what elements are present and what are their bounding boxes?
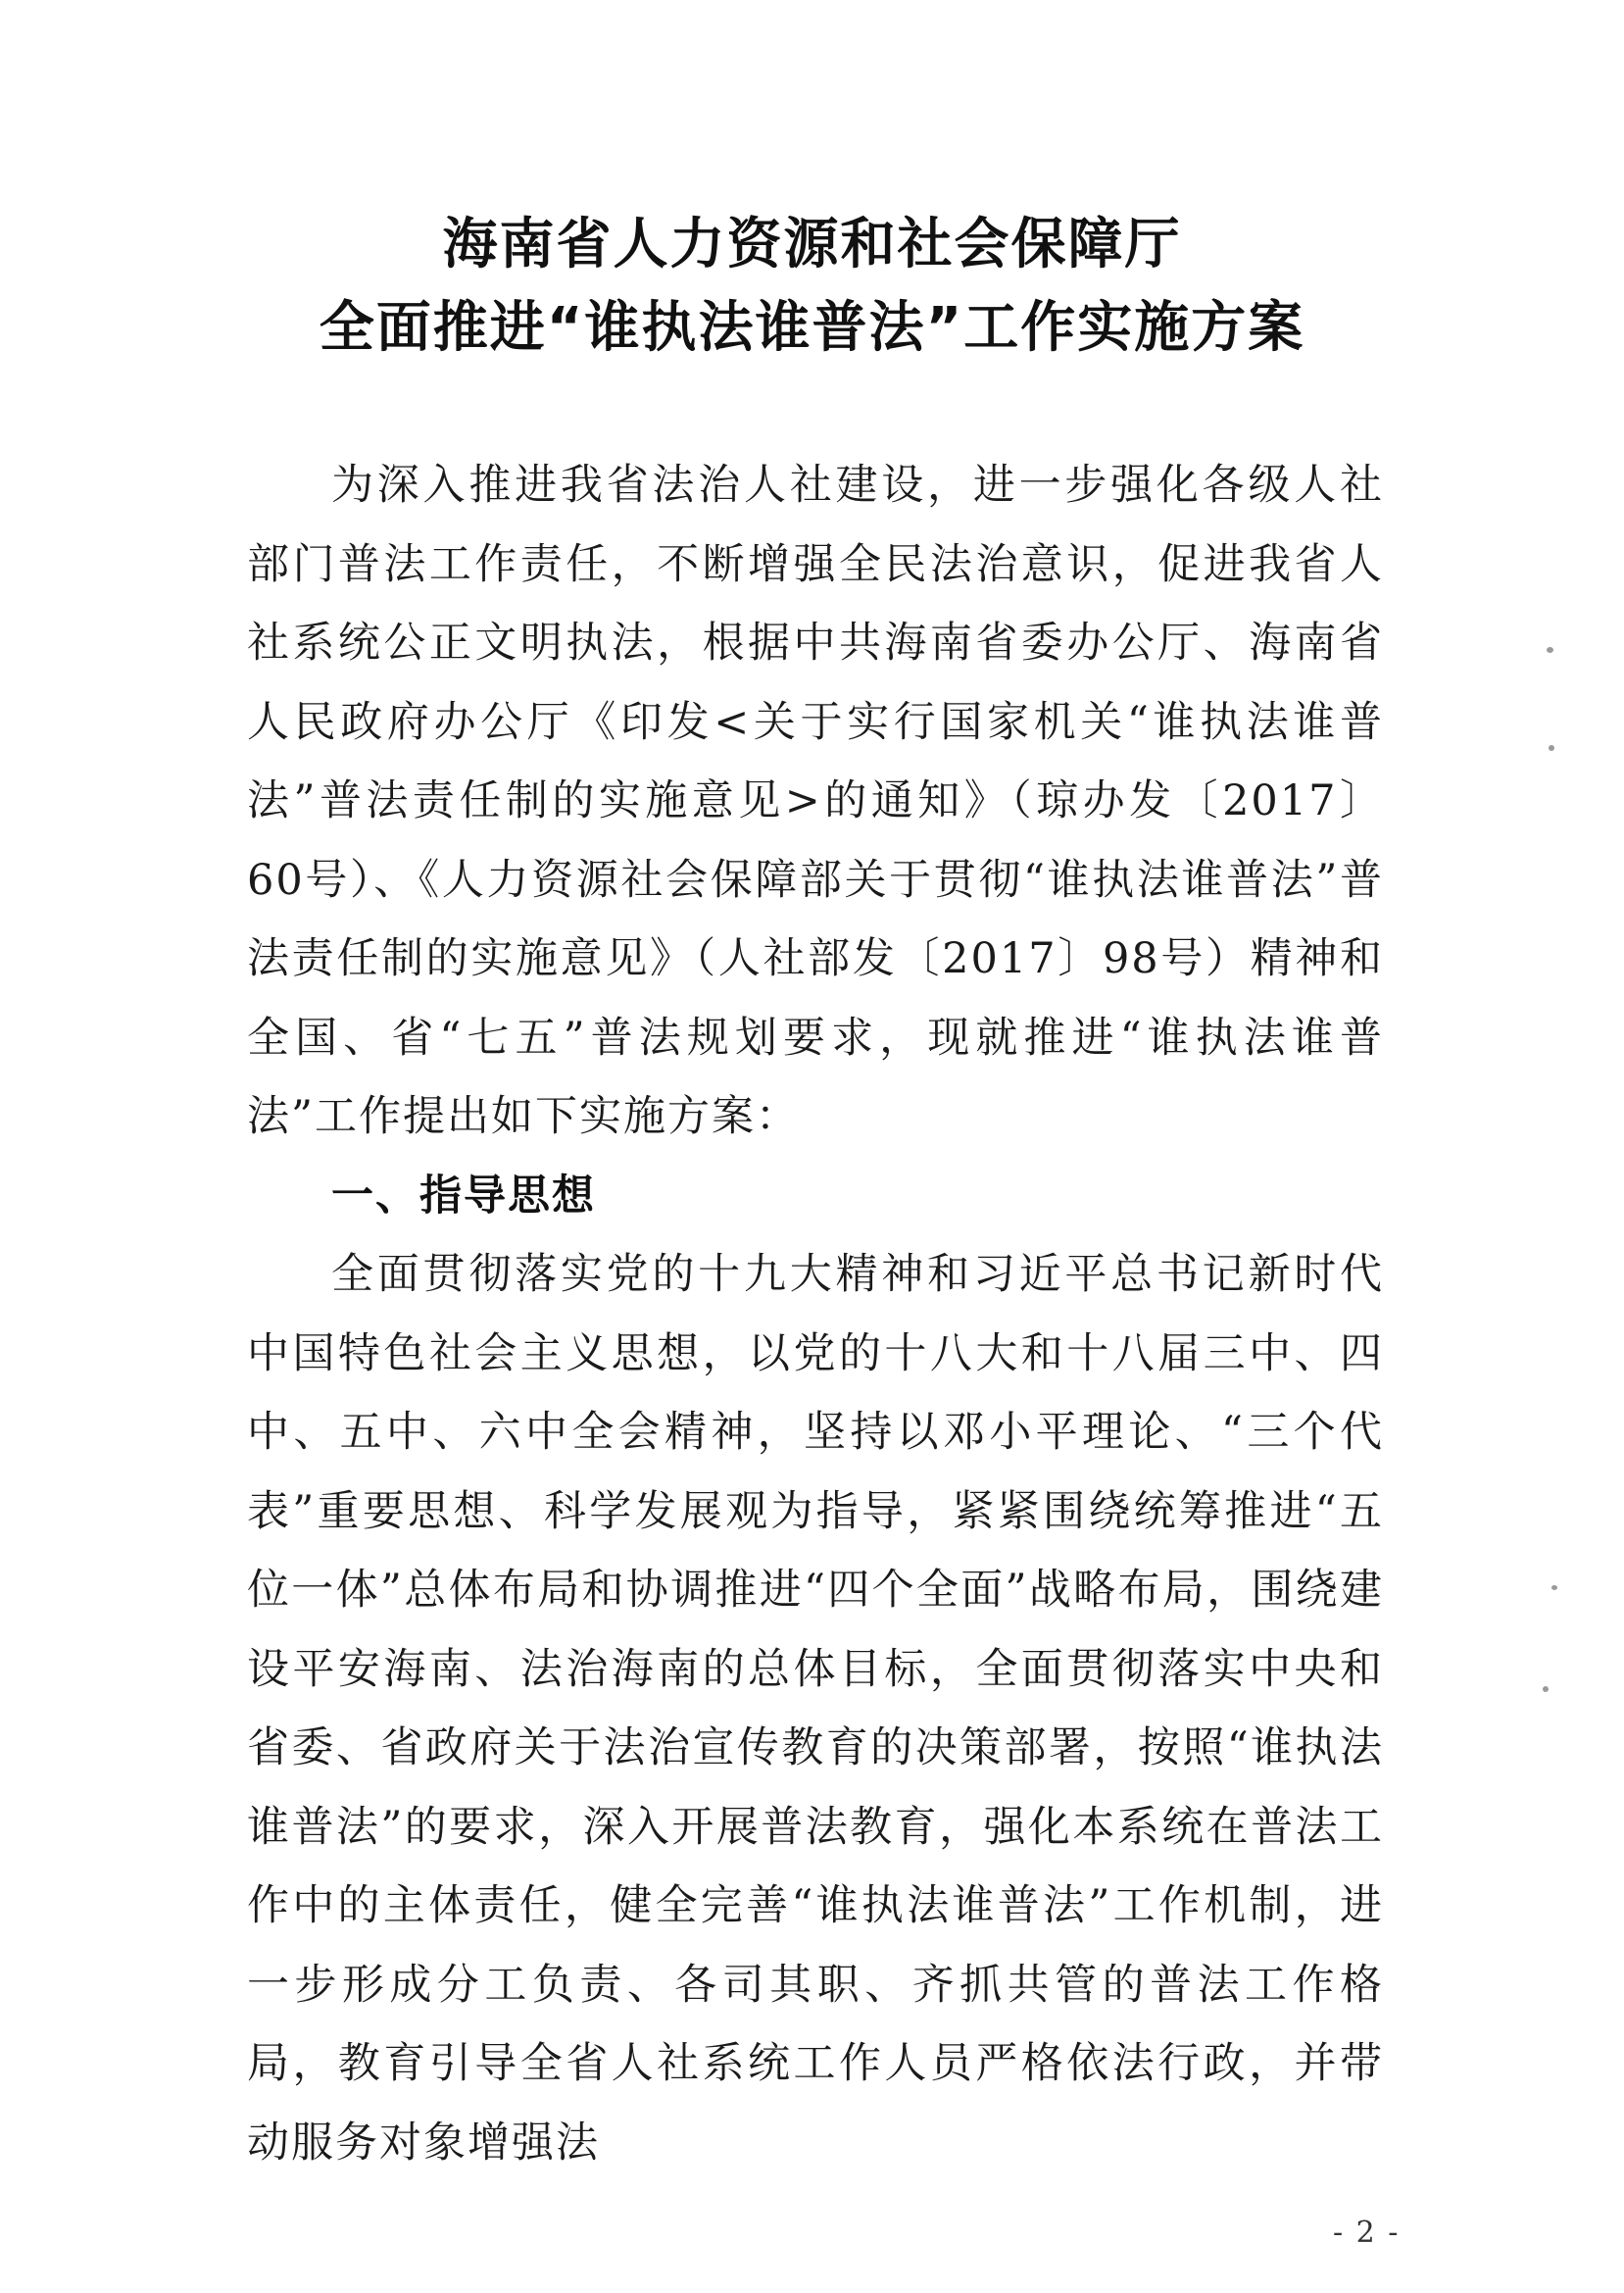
scan-speck: [1549, 745, 1554, 751]
page-number: - 2 -: [1333, 2216, 1401, 2250]
guiding-ideology-paragraph: 全面贯彻落实党的十九大精神和习近平总书记新时代中国特色社会主义思想，以党的十八大和十八届三中、四中、五中、六中全会精神，坚持以邓小平理论、“三个代表”重要思想、科学发展观为指导，紧紧围绕统筹推进“五位一体”总体布局和协调推进“四个全面”战略布局，围绕建设平安海南、法治海南的总体目标，全面贯彻落实中央和省委、省政府关于法治宣传教育的决策部署，按照“谁执法谁普法”的要求，深入开展普法教育，强化本系统在普法工作中的主体责任，健全完善“谁执法谁普法”工作机制，进一步形成分工负责、各司其职、齐抓共管的普法工作格局，教育引导全省人社系统工作人员严格依法行政，并带动服务对象增强法: [247, 1250, 1384, 2168]
scan-speck: [1551, 1585, 1557, 1590]
intro-paragraph: 为深入推进我省法治人社建设，进一步强化各级人社部门普法工作责任，不断增强全民法治意识，促进我省人社系统公正文明执法，根据中共海南省委办公厅、海南省人民政府办公厅《印发<关于实行国家机关“谁执法谁普法”普法责任制的实施意见>的通知》（琼办发〔2017〕60号）、《人力资源社会保障部关于贯彻“谁执法谁普法”普法责任制的实施意见》（人社部发〔2017〕98号）精神和全国、省“七五”普法规划要求，现就推进“谁执法谁普法”工作提出如下实施方案：: [247, 461, 1384, 1141]
document-body: [247, 446, 1384, 2182]
document-title-line1: 海南省人力资源和社会保障厅: [442, 213, 1182, 276]
section-heading-guiding-ideology: 一、指导思想: [331, 1171, 596, 1221]
scan-speck: [1547, 647, 1553, 653]
document-title-line2: 全面推进“谁执法谁普法”工作实施方案: [319, 296, 1305, 360]
scan-speck: [1543, 1686, 1549, 1692]
